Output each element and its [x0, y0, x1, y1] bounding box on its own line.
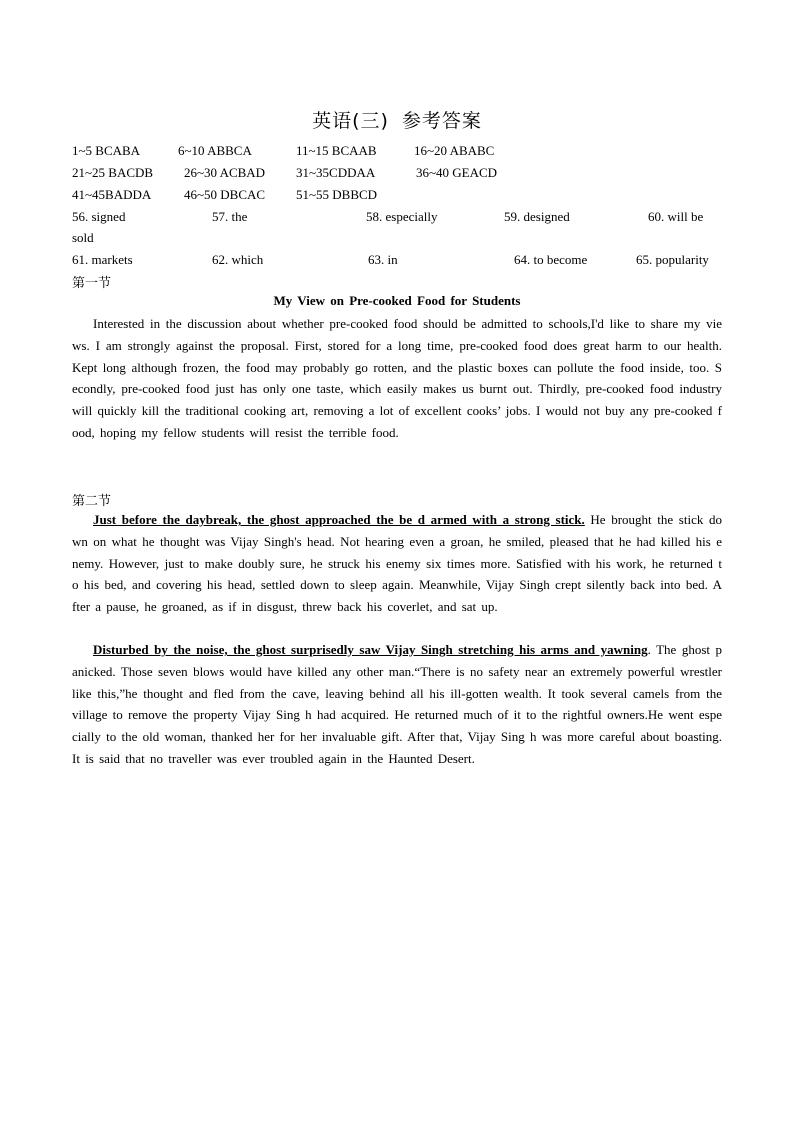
- answer-group: 21~25 BACDB: [72, 165, 154, 180]
- continuation-paragraph-1: [72, 509, 722, 618]
- answer-group: 6~10 ABBCA: [178, 143, 252, 158]
- answer-group: 1~5 BCABA: [72, 143, 141, 158]
- page-title: 英语(三) 参考答案: [312, 110, 482, 132]
- answer-item: 58. especially: [366, 209, 438, 224]
- paragraph-2-lead-sentence: Disturbed by the noise, the ghost surprisedly saw Vijay Singh stretching his arms and yawning: [93, 642, 648, 657]
- section-1-heading: 第一节: [72, 276, 112, 291]
- answer-item: 56. signed: [72, 209, 126, 224]
- answer-item: 62. which: [212, 252, 264, 267]
- answer-item: 65. popularity: [636, 252, 709, 267]
- essay-title: My View on Pre-cooked Food for Students: [273, 293, 521, 308]
- answer-group: 41~45BADDA: [72, 187, 152, 202]
- continuation-paragraph-2: [72, 639, 722, 770]
- answer-group: 16~20 ABABC: [414, 143, 495, 158]
- answer-group: 51~55 DBBCD: [296, 187, 378, 202]
- answer-item: 61. markets: [72, 252, 133, 267]
- essay-body: Interested in the discussion about whether pre-cooked food should be admitted to schools,I'd like to share my views. I am strongly against the proposal. First, stored for a long time, pre-cooked food does great harm to our health. Kept long although frozen, the food may probably go rotten, and the plastic boxes can pollute the food inside, too. Secondly, pre-cooked food just has only one taste, which easily makes us burnt out. Thirdly, pre-cooked food industry will quickly kill the traditional cooking art, removing a lot of excellent cooks’ jobs. I would not buy any pre-cooked food, hoping my fellow students will resist the terrible food.: [72, 316, 722, 440]
- answer-group: 11~15 BCAAB: [296, 143, 377, 158]
- answer-item: 57. the: [212, 209, 248, 224]
- answer-item: 63. in: [368, 252, 398, 267]
- paragraph-1-lead-sentence: Just before the daybreak, the ghost approached the be d armed with a strong stick.: [93, 512, 585, 527]
- paragraph-2-body: . The ghost panicked. Those seven blows would have killed any other man.“There is no safety near an extremely powerful wrestler like this,”he thought and fled from the cave, leaving behind all his ill-gotten wealth. It took several camels from the village to remove the property Vijay Sing h had acquired. He returned much of it to the rightful owners.He went especially to the old woman, thanked her for her invaluable gift. After that, Vijay Sing h was more careful about boasting. It is said that no traveller was ever troubled again in the Haunted Desert.: [72, 642, 722, 766]
- answer-item: 59. designed: [504, 209, 570, 224]
- section-2-heading: 第二节: [72, 494, 112, 509]
- answer-group: 36~40 GEACD: [416, 165, 498, 180]
- answer-group: 26~30 ACBAD: [184, 165, 266, 180]
- answer-item: 60. will be: [648, 209, 704, 224]
- paragraph-1-body: He brought the stick down on what he thought was Vijay Singh's head. Not hearing even a groan, he smiled, pleased that he had killed his enemy. However, just to make doubly sure, he struck his enemy six times more. Satisfied with his work, he returned to his bed, and covering his head, settled down to sleep again. Meanwhile, Vijay Singh crept silently back into bed. After a pause, he groaned, as if in disgust, threw back his coverlet, and sat up.: [72, 512, 722, 615]
- answer-group: 31~35CDDAA: [296, 165, 376, 180]
- answer-group: 46~50 DBCAC: [184, 187, 266, 202]
- answer-item-wrap: sold: [72, 230, 94, 245]
- answer-item: 64. to become: [514, 252, 588, 267]
